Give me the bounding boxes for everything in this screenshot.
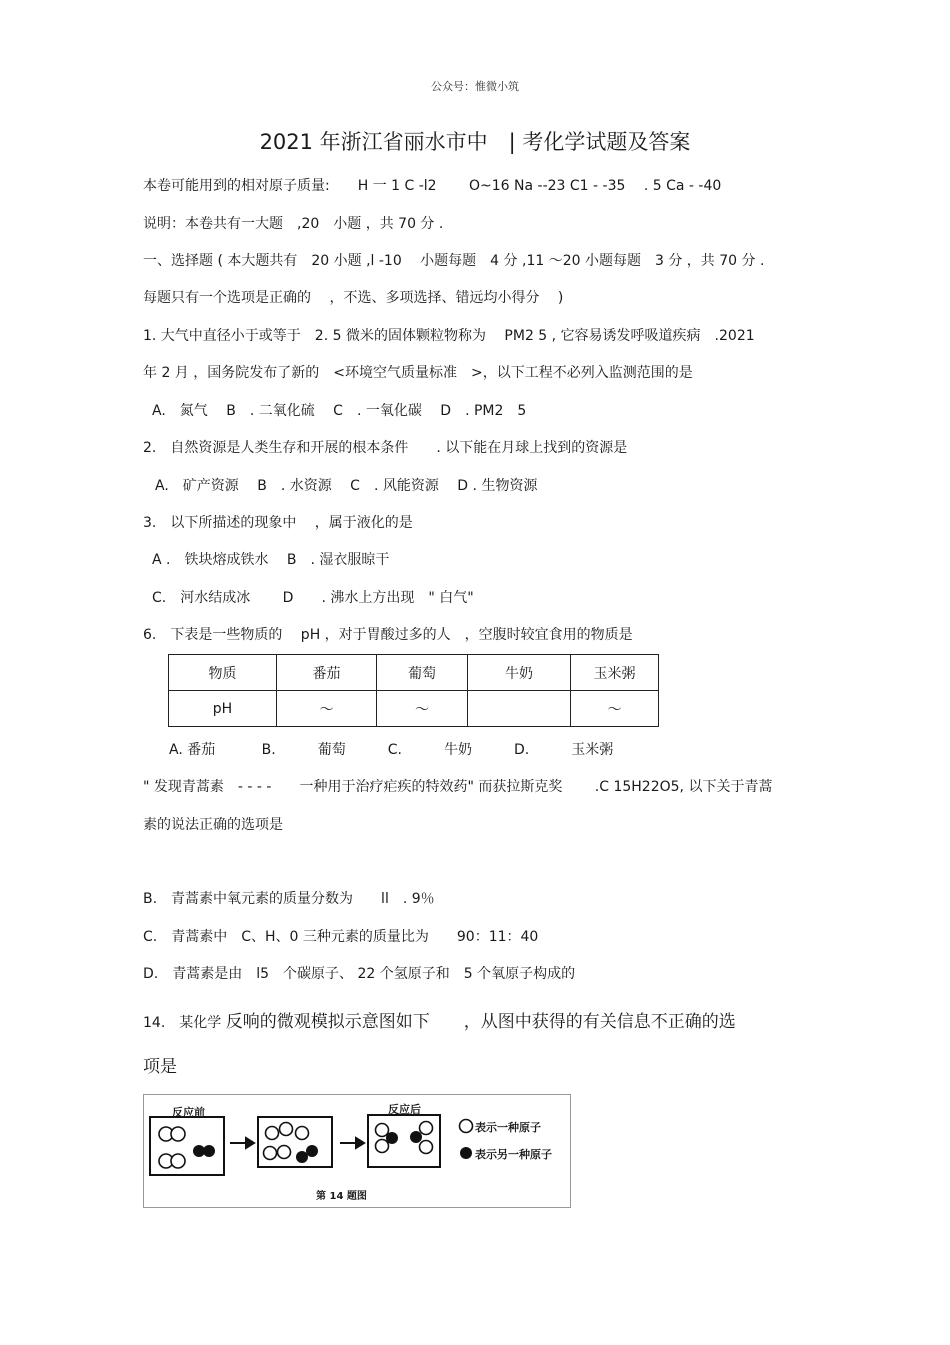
section-1-intro: 一、选择题 ( 本大题共有 20 小题 ,l -10 小题每题 4 分 ,11 ～20 小题每题 3 分 ，共 70 分 . <box>143 253 765 269</box>
exam-note: 说明：本卷共有一大题 ,20 小题 ，共 70 分 . <box>143 216 444 232</box>
section-1-rule: 每题只有一个选项是正确的 ，不选、多项选择、错远均小得分 ) <box>143 290 564 306</box>
page-title: 2021 年浙江省丽水市中 | 考化学试题及答案 <box>259 130 691 154</box>
option-d: D. 青蒿素是由 l5 个碳原子、 22 个氢原子和 5 个氧原子构成的 <box>143 966 576 982</box>
ph-table <box>168 654 659 727</box>
artemisinin-question-text: " 发现青蒿素 - - - - 一种用于治疗疟疾的特效药" 而获拉斯克奖 .C 15H22O5, 以下关于青蒿 <box>143 779 773 795</box>
ph-table-header-row <box>169 655 659 691</box>
reaction-diagram <box>143 1094 571 1208</box>
question-3-text: 3. 以下所描述的现象中 ，属于液化的是 <box>143 515 413 531</box>
atomic-masses-line: 本卷可能用到的相对原子质量: H 一 1 C -l2 O~16 Na --23 C1 - -35 . 5 Ca - -40 <box>143 178 722 194</box>
figure-caption: 第 14 题图 <box>316 1191 367 1202</box>
question-14-text-cont: 项是 <box>143 1057 177 1077</box>
question-6-text: 6. 下表是一些物质的 pH ，对于胃酸过多的人 ，空腹时较宜食用的物质是 <box>143 627 633 643</box>
question-3-options-cd: C. 河水结成冰 D . 沸水上方出现 " 白气" <box>152 590 474 606</box>
option-c: C. 青蒿素中 C、H、0 三种元素的质量比为 90：11：40 <box>143 929 539 945</box>
question-1-options: A. 氮气 B . 二氧化硫 C . 一氧化碳 D . PM2 5 <box>152 403 527 419</box>
ph-table-header: 番茄 <box>277 655 377 691</box>
ph-table-header: 牛奶 <box>468 655 571 691</box>
option-b: B. 青蒿素中氧元素的质量分数为 ll . 9％ <box>143 891 435 907</box>
question-3-options-ab: A . 铁块熔成铁水 B . 湿衣服晾干 <box>152 552 390 568</box>
ph-table-cell: ～ <box>377 691 468 727</box>
ph-table-value-row <box>169 691 659 727</box>
ph-table-header: 物质 <box>169 655 277 691</box>
question-2-options: A. 矿产资源 B . 水资源 C . 风能资源 D . 生物资源 <box>155 478 538 494</box>
question-2-text: 2. 自然资源是人类生存和开展的根本条件 . 以下能在月球上找到的资源是 <box>143 440 628 456</box>
question-14-stem: 反响的微观模拟示意图如下 ，从图中获得的有关信息不正确的选 <box>225 1012 736 1032</box>
page-header: 公众号：惟微小筑 <box>431 80 519 93</box>
ph-table-row-label: pH <box>169 691 277 727</box>
before-label: 反应前 <box>172 1106 205 1119</box>
question-6-options: A. 番茄 B. 葡萄 C. 牛奶 D. 玉米粥 <box>169 742 614 758</box>
ph-table-cell <box>468 691 571 727</box>
question-1-text-cont: 年 2 月 ，国务院发布了新的 <环境空气质量标准 >，以下工程不必列入监测范围的是 <box>143 365 693 381</box>
ph-table-header: 玉米粥 <box>571 655 659 691</box>
legend-black-atom: 表示另一种原子 <box>475 1148 552 1161</box>
ph-table-header: 葡萄 <box>377 655 468 691</box>
question-14-number: 14. 某化学 <box>143 1015 222 1031</box>
legend-white-atom: 表示一种原子 <box>475 1121 541 1134</box>
after-label: 反应后 <box>388 1103 421 1116</box>
artemisinin-question-text-cont: 素的说法正确的选项是 <box>143 817 283 833</box>
question-1-text: 1. 大气中直径小于或等于 2. 5 微米的固体颗粒物称为 PM2 5 , 它容易诱发呼吸道疾病 .2021 <box>143 328 755 344</box>
ph-table-cell: ～ <box>277 691 377 727</box>
question-14-text <box>143 1011 736 1033</box>
ph-table-cell: ～ <box>571 691 659 727</box>
